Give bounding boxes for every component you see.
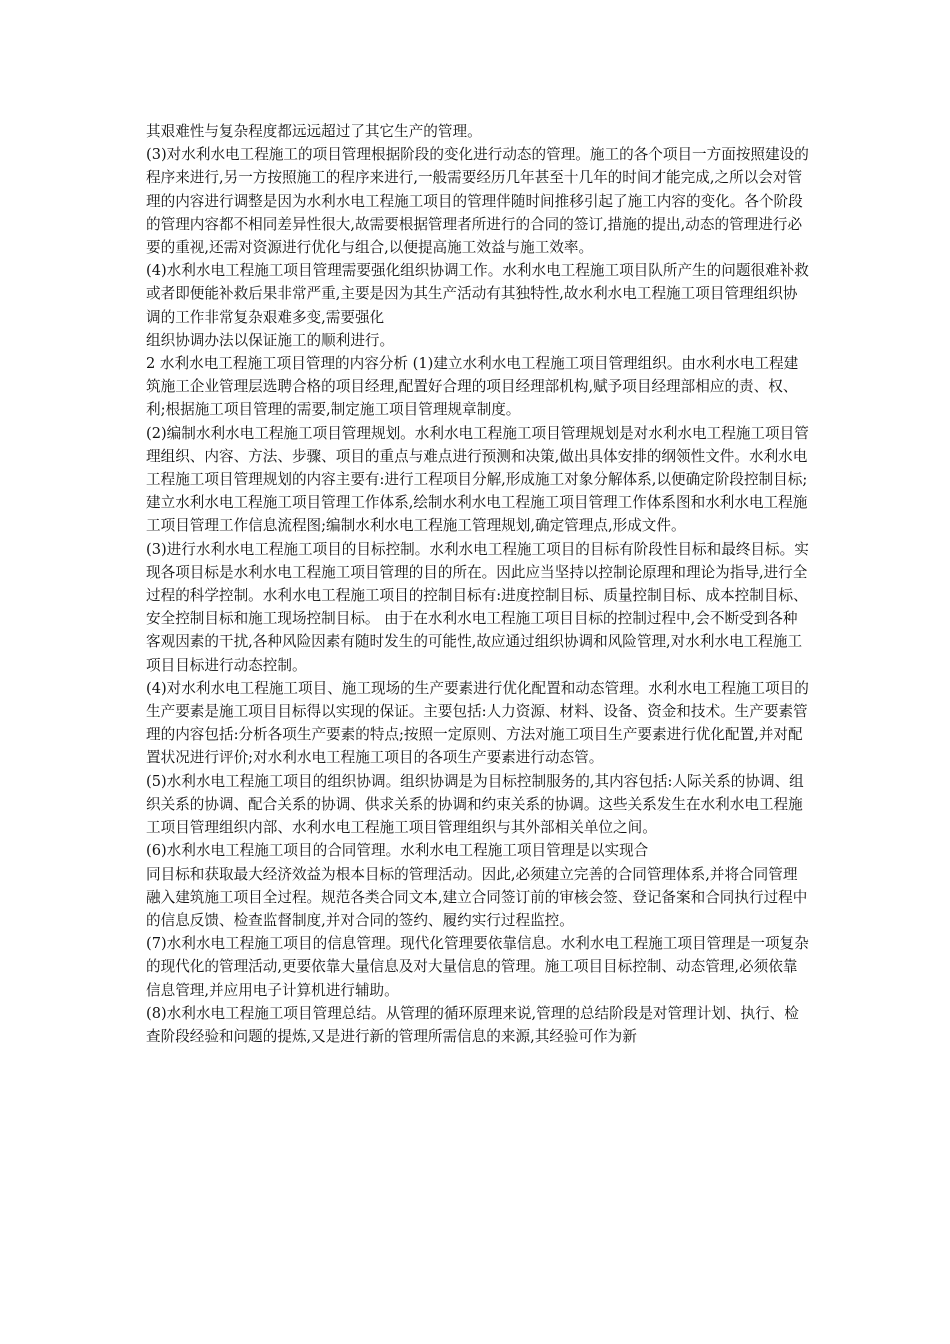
paragraph-contract-continuation: 同目标和获取最大经济效益为根本目标的管理活动。因此,必须建立完善的合同管理体系,并将合同管理融入建筑施工项目全过程。规范各类合同文本,建立合同签订前的审核会签、登记备案和合同执行过程中的信息反馈、检查监督制度,并对合同的签约、履约实行过程监控。 [146, 865, 808, 929]
paragraph-section-2-organization: 2 水利水电工程施工项目管理的内容分析 (1)建立水利水电工程施工项目管理组织。由水利水电工程建筑施工企业管理层选聘合格的项目经理,配置好合理的项目经理部机构,赋予项目经理部相应的责、权、利;根据施工项目管理的需要,制定施工项目管理规章制度。 [146, 355, 799, 419]
paragraph-information-management: (7)水利水电工程施工项目的信息管理。现代化管理要依靠信息。水利水电工程施工项目管理是一项复杂的现代化的管理活动,更要依靠大量信息及对大量信息的管理。施工项目目标控制、动态管理,必须依靠信息管理,并应用电子计算机进行辅助。 [146, 935, 809, 999]
paragraph-management-planning: (2)编制水利水电工程施工项目管理规划。水利水电工程施工项目管理规划是对水利水电工程施工项目管理组织、内容、方法、步骤、项目的重点与难点进行预测和决策,做出具体安排的纲领性文件。水利水电工程施工项目管理规划的内容主要有:进行工程项目分解,形成施工对象分解体系,以便确定阶段控制目标;建立水利水电工程施工项目管理工作体系,绘制水利水电工程施工项目管理工作体系图和水利水电工程施工项目管理工作信息流程图;编制水利水电工程施工管理规划,确定管理点,形成文件。 [146, 424, 809, 535]
paragraph-organization-coordination: (4)水利水电工程施工项目管理需要强化组织协调工作。水利水电工程施工项目队所产生的问题很难补救或者即便能补救后果非常严重,主要是因为其生产活动有其独特性,故水利水电工程施工项目管理组织协调的工作非常复杂艰难多变,需要强化 [146, 262, 809, 326]
paragraph-organization-coordination-2: (5)水利水电工程施工项目的组织协调。组织协调是为目标控制服务的,其内容包括:人际关系的协调、组织关系的协调、配合关系的协调、供求关系的协调和约束关系的协调。这些关系发生在水利水电工程施工项目管理组织内部、水利水电工程施工项目管理组织与其外部相关单位之间。 [146, 772, 804, 837]
document-body [146, 120, 810, 1048]
paragraph-coordination-continuation: 组织协调办法以保证施工的顺利进行。 [146, 331, 395, 349]
paragraph-dynamic-management: (3)对水利水电工程施工的项目管理根据阶段的变化进行动态的管理。施工的各个项目一方面按照建设的程序来进行,另一方按照施工的程序来进行,一般需要经历几年甚至十几年的时间才能完成,之所以会对管理的内容进行调整是因为水利水电工程施工项目的管理伴随时间推移引起了施工内容的变化。各个阶段的管理内容都不相同差异性很大,故需要根据管理者所进行的合同的签订,措施的提出,动态的管理进行必要的重视,还需对资源进行优化与组合,以便提高施工效益与施工效率。 [146, 146, 809, 257]
paragraph-contract-management: (6)水利水电工程施工项目的合同管理。水利水电工程施工项目管理是以实现合 [146, 842, 649, 860]
paragraph-management-summary: (8)水利水电工程施工项目管理总结。从管理的循环原理来说,管理的总结阶段是对管理计划、执行、检查阶段经验和问题的提炼,又是进行新的管理所需信息的来源,其经验可作为新 [146, 1004, 799, 1045]
paragraph-target-control: (3)进行水利水电工程施工项目的目标控制。水利水电工程施工项目的目标有阶段性目标和最终目标。实现各项目标是水利水电工程施工项目管理的目的所在。因此应当坚持以控制论原理和理论为指导,进行全过程的科学控制。水利水电工程施工项目的控制目标有:进度控制目标、质量控制目标、成本控制目标、安全控制目标和施工现场控制目标。 由于在水利水电工程施工项目目标的控制过程中,会不断受到各种客观因素的干扰,各种风险因素有随时发生的可能性,故应通过组织协调和风险管理,对水利水电工程施工项目目标进行动态控制。 [146, 540, 809, 674]
paragraph-production-factors: (4)对水利水电工程施工项目、施工现场的生产要素进行优化配置和动态管理。水利水电工程施工项目的生产要素是施工项目目标得以实现的保证。主要包括:人力资源、材料、设备、资金和技术。生产要素管理的内容包括:分析各项生产要素的特点;按照一定原则、方法对施工项目生产要素进行优化配置,并对配置状况进行评价;对水利水电工程施工项目的各项生产要素进行动态管。 [146, 679, 809, 767]
paragraph-intro-continuation: 其艰难性与复杂程度都远远超过了其它生产的管理。 [146, 123, 482, 140]
